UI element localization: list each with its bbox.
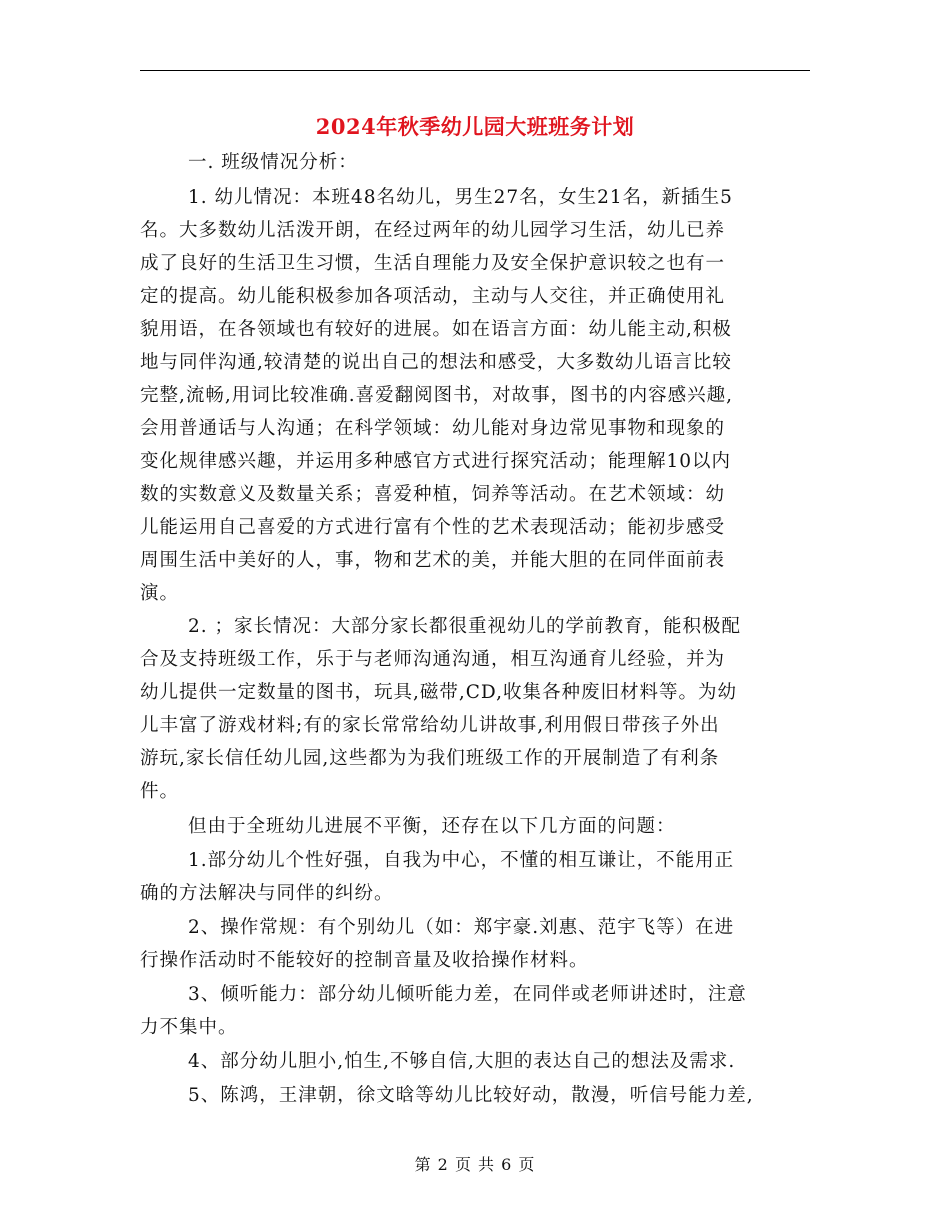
paragraph-line: 变化规律感兴趣，并运用多种感官方式进行探究活动；能理解10以内 [140,451,732,472]
paragraph-line: 合及支持班级工作，乐于与老师沟通沟通，相互沟通育儿经验，并为 [140,649,726,670]
paragraph-line: 确的方法解决与同伴的纠纷。 [140,883,394,904]
paragraph-line: 地与同伴沟通,较清楚的说出自己的想法和感受，大多数幼儿语言比较 [140,352,732,373]
paragraph-line: 演。 [140,583,180,604]
paragraph-line: 儿能运用自己喜爱的方式进行富有个性的艺术表现活动；能初步感受 [140,517,726,538]
paragraph-line: 名。大多数幼儿活泼开朗，在经过两年的幼儿园学习生活，幼儿已养 [140,220,726,241]
paragraph-line: 会用普通话与人沟通；在科学领域：幼儿能对身边常见事物和现象的 [140,418,726,439]
paragraph-line: 3、倾听能力：部分幼儿倾听能力差，在同伴或老师讲述时，注意 [188,984,747,1005]
paragraph-line: 2、操作常规：有个别幼儿（如：郑宇豪.刘惠、范宇飞等）在进 [188,917,735,938]
paragraph-line: 件。 [140,781,180,802]
paragraph-line: 1.部分幼儿个性好强，自我为中心，不懂的相互谦让，不能用正 [188,850,735,871]
paragraph-line: 5、陈鸿，王津朝，徐文晗等幼儿比较好动，散漫，听信号能力差, [188,1085,754,1106]
paragraph-line: 但由于全班幼儿进展不平衡，还存在以下几方面的问题： [188,816,676,837]
document-title: 2024年秋季幼儿园大班班务计划 [315,114,635,139]
paragraph-line: 力不集中。 [140,1017,238,1038]
paragraph-line: 2. ；家长情况：大部分家长都很重视幼儿的学前教育，能积极配 [188,616,742,637]
paragraph-line: 周围生活中美好的人，事，物和艺术的美，并能大胆的在同伴面前表 [140,550,726,571]
paragraph-line: 定的提高。幼儿能积极参加各项活动，主动与人交往，并正确使用礼 [140,286,726,307]
header-rule [140,70,810,71]
paragraph-line: 4、部分幼儿胆小,怕生,不够自信,大胆的表达自己的想法及需求. [188,1051,736,1072]
paragraph-line: 数的实数意义及数量关系；喜爱种植，饲养等活动。在艺术领域：幼 [140,484,726,505]
paragraph-line: 成了良好的生活卫生习惯，生活自理能力及安全保护意识较之也有一 [140,253,726,274]
paragraph-line: 幼儿提供一定数量的图书，玩具,磁带,CD,收集各种废旧材料等。为幼 [140,682,737,703]
paragraph-line: 儿丰富了游戏材料;有的家长常常给幼儿讲故事,利用假日带孩子外出 [140,715,720,736]
paragraph-line: 游玩,家长信任幼儿园,这些都为为我们班级工作的开展制造了有利条 [140,748,720,769]
paragraph-line: 完整,流畅,用词比较准确.喜爱翻阅图书，对故事，图书的内容感兴趣, [140,385,734,406]
paragraph-line: 1. 幼儿情况：本班48名幼儿，男生27名，女生21名，新插生5 [188,187,733,208]
paragraph-line: 行操作活动时不能较好的控制音量及收拾操作材料。 [140,950,589,971]
paragraph-line: 貌用语，在各领域也有较好的进展。如在语言方面：幼儿能主动,积极 [140,319,732,340]
page-footer: 第 2 页 共 6 页 [414,1155,536,1174]
paragraph-line: 一. 班级情况分析： [188,152,358,173]
